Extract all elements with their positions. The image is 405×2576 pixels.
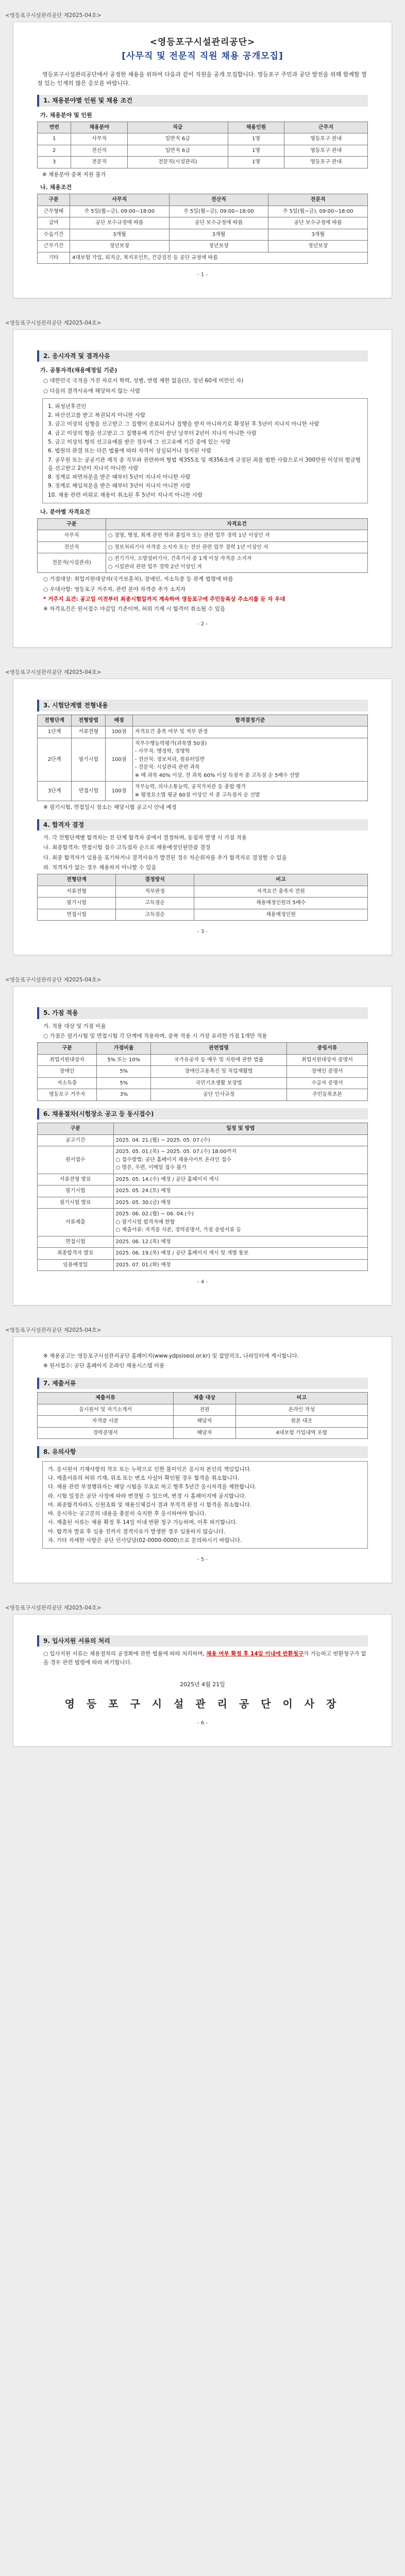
- table-row: [38, 157, 368, 168]
- table-row: [38, 782, 368, 801]
- table-row: [38, 1248, 368, 1260]
- table-cell: 주민등록초본: [286, 1089, 367, 1101]
- paragraph: 라. 적격자가 없는 경우 채용하지 아니할 수 있음: [43, 864, 157, 871]
- column-header: 자격요건: [106, 518, 367, 530]
- list-item: 5. 금고 이상의 형의 선고유예를 받은 경우에 그 선고유예 기간 중에 있는 사람: [48, 439, 231, 445]
- page-3: [0, 668, 405, 955]
- table-row: [38, 1416, 368, 1428]
- list-item: 라. 시험 일정은 공단 사정에 따라 변경될 수 있으며, 변경 시 홈페이지에 공지합니다.: [48, 1493, 246, 1499]
- paragraph: 가. 각 전형단계별 합격자는 전 단계 합격자 중에서 결정하며, 동점자 발생 시 가점 적용: [43, 835, 247, 841]
- paragraph: ※ 자격요건은 원서접수 마감일 기준이며, 허위 기재 시 합격이 취소될 수 있음: [43, 606, 226, 613]
- table-cell: 영등포구 거주자: [38, 1089, 97, 1101]
- table-cell: 주 5일(월~금), 09:00~18:00: [268, 206, 368, 217]
- table-row: [38, 1259, 368, 1271]
- table-cell: 주 5일(월~금), 09:00~18:00: [169, 206, 268, 217]
- list-item: 마. 최종합격자라도 신원조회 및 채용신체검사 결과 부적격 판정 시 합격을 취소합니다.: [48, 1501, 252, 1508]
- list-item: 2. 파산선고를 받고 복권되지 아니한 사람: [48, 412, 145, 419]
- page-header: <영등포구시설관리공단 제2025-04호>: [5, 1604, 102, 1611]
- table-row: [38, 1174, 368, 1185]
- column-header: 구분: [38, 1043, 97, 1055]
- table-cell: 적부판정: [116, 886, 194, 897]
- page-sheet: [13, 1614, 392, 1747]
- table-cell: 2025. 06. 12.(목) 예정: [113, 1236, 367, 1248]
- bonus-table: [37, 1042, 368, 1101]
- table-cell: 정년보장: [70, 241, 169, 252]
- table-cell: 국가유공자 등 예우 및 지원에 관한 법률: [151, 1054, 287, 1066]
- subsection-heading: 가. 채용분야 및 인원: [40, 111, 92, 118]
- table-cell: 전문직(시설관리): [38, 553, 106, 573]
- list-item: 다. 채용 관련 부정행위자는 해당 시험을 무효로 하고 향후 5년간 응시자격을 제한합니다.: [48, 1484, 257, 1490]
- column-header: 증빙서류: [286, 1043, 367, 1055]
- table-cell: 서류전형: [38, 886, 116, 897]
- paragraph-text: 가 가능하고 반환청구가 없을 경우 관련 법령에 따라 파기합니다.: [43, 1651, 366, 1666]
- table-row: [38, 1404, 368, 1416]
- page-number: - 5 -: [197, 1557, 208, 1563]
- paragraph: 다. 최종 합격자가 임용을 포기하거나 결격사유가 발견된 경우 차순위자를 추가 합격자로 결정할 수 있음: [43, 854, 287, 861]
- table-row: [38, 229, 368, 241]
- table-cell: 100점: [106, 782, 132, 801]
- column-header: 직급: [128, 122, 228, 133]
- table-row: [38, 530, 368, 542]
- decision-table: [37, 874, 368, 921]
- table-cell: 100점: [106, 738, 132, 782]
- table-row: [38, 1146, 368, 1174]
- recruit-table: [37, 122, 368, 168]
- table-cell: 자격증 사본: [38, 1416, 174, 1428]
- table-cell: 3단계: [38, 782, 72, 801]
- column-header: 가점비율: [97, 1043, 151, 1055]
- column-header: 연번: [38, 122, 71, 133]
- page-sheet: [13, 1336, 392, 1583]
- subsection-heading: 나. 분야별 자격요건: [40, 508, 90, 515]
- table-cell: 국민기초생활 보장법: [151, 1077, 287, 1089]
- section-heading: 7. 제출서류: [37, 1378, 368, 1389]
- column-header: 비고: [194, 874, 368, 886]
- table-cell: 5%: [97, 1066, 151, 1078]
- table-cell: 응시원서 및 자기소개서: [38, 1404, 174, 1416]
- table-header-row: [38, 194, 368, 206]
- paragraph: 나. 최종합격자: 면접시험 점수 고득점자 순으로 채용예정인원만큼 결정: [43, 844, 211, 851]
- column-header: 전형방법: [72, 715, 106, 726]
- table-header-row: [38, 518, 368, 530]
- table-row: [38, 886, 368, 897]
- table-row: [38, 1077, 368, 1089]
- table-row: [38, 897, 368, 909]
- table-cell: 취업지원대상자 증명서: [286, 1054, 367, 1066]
- table-cell: 2: [38, 145, 71, 157]
- table-cell: 해당자: [174, 1427, 236, 1439]
- page-header: <영등포구시설관리공단 제2025-04호>: [5, 12, 102, 19]
- table-cell: 3개월: [169, 229, 268, 241]
- column-header: 일정 및 방법: [113, 1123, 367, 1135]
- section-heading: 6. 채용절차(시험장소 공고 등 동시접수): [37, 1108, 368, 1120]
- issue-date: 2025년 4월 21일: [180, 1681, 225, 1688]
- disqualification-box: [42, 398, 368, 503]
- table-cell: 1명: [228, 145, 284, 157]
- section-heading: 9. 입사지원 서류의 처리: [37, 1635, 368, 1647]
- notice-box: [42, 1461, 368, 1549]
- section-heading: 2. 응시자격 및 결격사유: [37, 350, 368, 362]
- list-item: 10. 채용 관련 비위로 채용이 취소된 후 5년이 지나지 아니한 사람: [48, 492, 203, 498]
- table-row: [38, 541, 368, 553]
- table-cell: 급여: [38, 217, 70, 229]
- table-cell: 장애인: [38, 1066, 97, 1078]
- issuer-signature: 영 등 포 구 시 설 관 리 공 단 이 사 장: [64, 1698, 341, 1710]
- list-item: 자. 기타 자세한 사항은 공단 인사담당(02-0000-0000)으로 문의하시기 바랍니다.: [48, 1537, 242, 1544]
- list-item: 나. 제출서류의 허위 기재, 위조 또는 변조 사실이 확인될 경우 합격을 취소합니다.: [48, 1475, 240, 1481]
- table-cell: 일반직 6급: [128, 145, 228, 157]
- table-cell: 정년보장: [268, 241, 368, 252]
- column-header: 채용인원: [228, 122, 284, 133]
- table-cell: 전문직: [71, 157, 128, 168]
- table-cell: 3개월: [70, 229, 169, 241]
- qualification-table: [37, 518, 368, 573]
- subsection-heading: 나. 채용조건: [40, 183, 72, 191]
- section-heading: 5. 가점 적용: [37, 1007, 368, 1019]
- table-row: [38, 1427, 368, 1439]
- table-row: [38, 145, 368, 157]
- paragraph: ○ 다음의 결격사유에 해당하지 않는 사람: [43, 387, 141, 394]
- table-header-row: [38, 1123, 368, 1135]
- table-cell: 2025. 06. 02.(월) ~ 06. 04.(수) ○ 필기시험 합격자에 한함 ○ 제출서류: 자격증 사본, 경력증명서, 가점 증빙서류 등: [113, 1209, 367, 1236]
- column-header: 구분: [38, 194, 70, 206]
- table-cell: 전문직(시설관리): [128, 157, 228, 168]
- table-cell: 공고기간: [38, 1134, 114, 1146]
- table-cell: 근무형태: [38, 206, 70, 217]
- page-sheet: [13, 679, 392, 955]
- table-cell: 2025. 07. 01.(화) 예정: [113, 1259, 367, 1271]
- page-header: <영등포구시설관리공단 제2025-04호>: [5, 319, 102, 326]
- table-cell: 직무능력, 의사소통능력, 공직가치관 등 종합 평가 ※ 평정요소별 평균 60점 이상인 자 중 고득점자 순 선발: [132, 782, 367, 801]
- table-note: ※ 채용분야 중복 지원 불가: [42, 171, 106, 178]
- table-cell: 2025. 05. 24.(토) 예정: [113, 1185, 367, 1197]
- table-cell: ○ 경영, 행정, 회계 관련 학과 졸업자 또는 관련 업무 경력 1년 이상인 자: [106, 530, 367, 542]
- section-heading: 1. 채용분야별 인원 및 채용 조건: [37, 95, 368, 107]
- highlight-text: 채용 여부 확정 후 14일 이내에 반환청구: [206, 1651, 304, 1657]
- list-item: 9. 징계로 해임처분을 받은 때부터 3년이 지나지 아니한 사람: [48, 483, 191, 489]
- paragraph: ※ 원서접수: 공단 홈페이지 온라인 채용시스템 이용: [43, 1363, 165, 1369]
- table-cell: 사무직: [71, 133, 128, 145]
- page-4: [0, 976, 405, 1306]
- table-row: [38, 252, 368, 264]
- list-item: 바. 응시자는 공고문의 내용을 충분히 숙지한 후 응시하여야 합니다.: [48, 1511, 207, 1517]
- page-sheet: [13, 986, 392, 1306]
- section-heading: 4. 합격자 결정: [37, 819, 368, 831]
- table-row: [38, 1236, 368, 1248]
- table-row: [38, 553, 368, 573]
- table-cell: 서류전형 발표: [38, 1174, 114, 1185]
- table-row: [38, 1066, 368, 1078]
- table-row: [38, 217, 368, 229]
- paragraph: 가. 적용 대상 및 가점 비율: [43, 1023, 106, 1029]
- table-cell: 2025. 05. 30.(금) 예정: [113, 1197, 367, 1209]
- table-row: [38, 1197, 368, 1209]
- table-row: [38, 1185, 368, 1197]
- table-cell: 직무수행능력평가(과목별 50점) - 사무직: 행정학, 경영학 - 전산직: 정보처리, 컴퓨터일반 - 전문직: 시설관리 관련 과목 ※ 매 과목 40% 이상, 전 과목 60% 이상 득점자 중 고득점 순 5배수 선발: [132, 738, 367, 782]
- selection-table: [37, 715, 368, 802]
- table-cell: 최종합격자 발표: [38, 1248, 114, 1260]
- table-cell: 기타: [38, 252, 70, 264]
- table-cell: 5% 또는 10%: [97, 1054, 151, 1066]
- highlight-text: * 거주지 요건: 공고일 이전부터 최종시험일까지 계속하여 영등포구에 주민등록상 주소지를 둔 자 우대: [43, 596, 285, 602]
- table-cell: 서류제출: [38, 1209, 114, 1236]
- page-header: <영등포구시설관리공단 제2025-04호>: [5, 976, 102, 983]
- column-header: 결정방식: [116, 874, 194, 886]
- table-cell: 필기시험 발표: [38, 1197, 114, 1209]
- table-header-row: [38, 122, 368, 133]
- table-cell: 2025. 05. 14.(수) 예정 / 공단 홈페이지 게시: [113, 1174, 367, 1185]
- table-cell: 수급자 증명서: [286, 1077, 367, 1089]
- table-row: [38, 241, 368, 252]
- table-cell: 면접시험: [38, 909, 116, 921]
- table-cell: 장애인고용촉진 및 직업재활법: [151, 1066, 287, 1078]
- table-cell: 수습기간: [38, 229, 70, 241]
- column-header: 근무지: [284, 122, 368, 133]
- list-item: 1. 피성년후견인: [48, 403, 87, 410]
- table-cell: 100점: [106, 726, 132, 738]
- table-cell: 3%: [97, 1089, 151, 1101]
- table-cell: 주 5일(월~금), 09:00~18:00: [70, 206, 169, 217]
- table-cell: 공단 인사규정: [151, 1089, 287, 1101]
- section-heading: 8. 유의사항: [37, 1446, 368, 1458]
- column-header: 제출 대상: [174, 1393, 236, 1404]
- table-row: [38, 1089, 368, 1101]
- table-cell: 전산직: [71, 145, 128, 157]
- list-item: 6. 법원의 판결 또는 다른 법률에 따라 자격이 상실되거나 정지된 사람: [48, 448, 212, 454]
- table-cell: 전산직: [38, 541, 106, 553]
- paragraph: ○ 가점대상: 취업지원대상자(국가보훈처), 장애인, 저소득층 등 관계 법령에 따름: [43, 576, 233, 583]
- list-item: 사. 제출된 서류는 채용 확정 후 14일 이내 반환 청구 가능하며, 이후 파기합니다.: [48, 1519, 238, 1526]
- page-5: [0, 1326, 405, 1583]
- page-number: - 3 -: [197, 929, 208, 935]
- table-cell: 고득점순: [116, 909, 194, 921]
- page-number: - 6 -: [197, 1720, 208, 1726]
- table-cell: 원본 대조: [235, 1416, 367, 1428]
- document-title: <영등포구시설관리공단>: [149, 37, 256, 48]
- page-2: [0, 319, 405, 648]
- paragraph: ※ 채용공고는 영등포구시설관리공단 홈페이지(www.ydpsiseol.or.kr) 및 잡알리오, 나라일터에 게시합니다.: [43, 1353, 299, 1359]
- paragraph: [43, 1650, 368, 1667]
- table-cell: 1단계: [38, 726, 72, 738]
- column-header: 구분: [38, 1123, 114, 1135]
- list-item: 3. 금고 이상의 실형을 선고받고 그 집행이 종료되거나 집행을 받지 아니하기로 확정된 후 5년이 지나지 아니한 사람: [48, 421, 319, 428]
- table-header-row: [38, 874, 368, 886]
- table-cell: 채용예정인원: [194, 909, 368, 921]
- table-row: [38, 1054, 368, 1066]
- table-row: [38, 1134, 368, 1146]
- table-cell: 정년보장: [169, 241, 268, 252]
- section-heading: 3. 시험단계별 전형내용: [37, 700, 368, 711]
- table-cell: 필기시험: [38, 897, 116, 909]
- page-number: - 4 -: [197, 1279, 208, 1285]
- column-header: 전문직: [268, 194, 368, 206]
- schedule-table: [37, 1123, 368, 1271]
- paragraph: ※ 필기시험, 면접일시 장소는 해당시험 공고시 안내 예정: [43, 804, 177, 811]
- table-cell: 근무기간: [38, 241, 70, 252]
- table-cell: 영등포구 관내: [284, 133, 368, 145]
- table-row: [38, 726, 368, 738]
- column-header: 제출서류: [38, 1393, 174, 1404]
- column-header: 배점: [106, 715, 132, 726]
- table-cell: 자격요건 충족자 전원: [194, 886, 368, 897]
- paragraph: ○ 대한민국 국적을 가진 자로서 학력, 성별, 연령 제한 없음(단, 정년 60세 미만인 자): [43, 378, 244, 384]
- table-cell: 5%: [97, 1077, 151, 1089]
- table-cell: 3: [38, 157, 71, 168]
- document-subtitle: [사무직 및 전문직 직원 채용 공개모집]: [122, 50, 283, 61]
- table-cell: 해당자: [174, 1416, 236, 1428]
- table-cell: 4대보험 가입, 퇴직금, 복지포인트, 건강검진 등 공단 규정에 따름: [70, 252, 367, 264]
- paragraph: ○ 가점은 필기시험 및 면접시험 각 단계에 적용하며, 중복 적용 시 가장 유리한 가점 1개만 적용: [43, 1032, 267, 1039]
- table-row: [38, 738, 368, 782]
- table-header-row: [38, 1393, 368, 1404]
- table-cell: 공단 보수규정에 따름: [169, 217, 268, 229]
- table-cell: 2025. 06. 19.(목) 예정 / 공단 홈페이지 게시 및 개별 통보: [113, 1248, 367, 1260]
- table-cell: 2025. 05. 01.(목) ~ 2025. 05. 07.(수) 18:00까지 ○ 접수방법: 공단 홈페이지 채용사이트 온라인 접수 ○ 방문, 우편, 이메일 접수 불가: [113, 1146, 367, 1174]
- table-cell: 영등포구 관내: [284, 157, 368, 168]
- column-header: 사무직: [70, 194, 169, 206]
- table-cell: 공단 보수규정에 따름: [70, 217, 169, 229]
- table-header-row: [38, 1043, 368, 1055]
- table-cell: 4대보험 가입내역 포함: [235, 1427, 367, 1439]
- table-cell: 면접시험: [38, 1236, 114, 1248]
- paragraph-text: ○ 입사지원 서류는 채용절차의 공정화에 관한 법률에 따라 처리하며,: [43, 1651, 207, 1657]
- table-cell: 2단계: [38, 738, 72, 782]
- table-cell: 경력증명서: [38, 1427, 174, 1439]
- column-header: 전형단계: [38, 874, 116, 886]
- page-1: [0, 11, 405, 298]
- table-cell: 임용예정일: [38, 1259, 114, 1271]
- table-row: [38, 133, 368, 145]
- table-cell: 저소득층: [38, 1077, 97, 1089]
- page-header: <영등포구시설관리공단 제2025-04호>: [5, 669, 102, 675]
- table-cell: 온라인 작성: [235, 1404, 367, 1416]
- table-row: [38, 1209, 368, 1236]
- table-cell: 자격요건 충족 여부 및 적부 판정: [132, 726, 367, 738]
- column-header: 전형단계: [38, 715, 72, 726]
- table-cell: 영등포구 관내: [284, 145, 368, 157]
- table-cell: ○ 전기기사, 소방설비기사, 건축기사 중 1개 이상 자격증 소지자 ○ 시설관리 관련 업무 경력 2년 이상인 자: [106, 553, 367, 573]
- list-item: 가. 응시원서 기재사항의 착오 또는 누락으로 인한 불이익은 응시자 본인의 책임입니다.: [48, 1466, 252, 1472]
- table-cell: 1명: [228, 133, 284, 145]
- table-cell: 필기시험: [38, 1185, 114, 1197]
- table-header-row: [38, 715, 368, 726]
- paragraph: ○ 우대사항: 영등포구 거주자, 관련 분야 자격증 추가 소지자: [43, 586, 186, 592]
- column-header: 비고: [235, 1393, 367, 1404]
- list-item: 7. 공무원 또는 공공기관 재직 중 직무와 관련하여 형법 제355조 및 제356조에 규정된 죄를 범한 사람으로서 300만원 이상의 벌금형을 선고받고 2년이 지나지 아니한 사람: [48, 456, 361, 471]
- table-cell: 일반직 6급: [128, 133, 228, 145]
- table-cell: 고득점순: [116, 897, 194, 909]
- column-header: 전산직: [169, 194, 268, 206]
- table-cell: 1명: [228, 157, 284, 168]
- table-cell: 서류전형: [72, 726, 106, 738]
- page-sheet: [13, 22, 392, 298]
- table-cell: 사무직: [38, 530, 106, 542]
- table-cell: ○ 정보처리기사 자격증 소지자 또는 전산 관련 업무 경력 1년 이상인 자: [106, 541, 367, 553]
- table-cell: 원서접수: [38, 1146, 114, 1174]
- column-header: 관련법령: [151, 1043, 287, 1055]
- page-header: <영등포구시설관리공단 제2025-04호>: [5, 1327, 102, 1333]
- table-cell: 공단 보수규정에 따름: [268, 217, 368, 229]
- table-cell: 전원: [174, 1404, 236, 1416]
- column-header: 구분: [38, 518, 106, 530]
- table-cell: 3개월: [268, 229, 368, 241]
- table-cell: 필기시험: [72, 738, 106, 782]
- page-sheet: [13, 329, 392, 648]
- conditions-table: [37, 194, 368, 264]
- table-row: [38, 206, 368, 217]
- table-cell: 취업지원대상자: [38, 1054, 97, 1066]
- column-header: 합격결정기준: [132, 715, 367, 726]
- table-cell: 장애인 증명서: [286, 1066, 367, 1078]
- documents-table: [37, 1392, 368, 1439]
- page-6: [0, 1604, 405, 1747]
- table-row: [38, 909, 368, 921]
- list-item: 8. 징계로 파면처분을 받은 때부터 5년이 지나지 아니한 사람: [48, 474, 191, 481]
- table-cell: 면접시험: [72, 782, 106, 801]
- list-item: 아. 합격자 발표 후 임용 전까지 결격사유가 발생한 경우 임용하지 않습니다.: [48, 1528, 226, 1535]
- table-cell: 1: [38, 133, 71, 145]
- column-header: 채용분야: [71, 122, 128, 133]
- list-item: 4. 금고 이상의 형을 선고받고 그 집행유예 기간이 끝난 날부터 2년이 지나지 아니한 사람: [48, 430, 257, 436]
- subsection-heading: 가. 공통자격(채용예정일 기준): [40, 367, 117, 374]
- table-cell: 채용예정인원의 5배수: [194, 897, 368, 909]
- intro-text: 영등포구시설관리공단에서 공정한 채용을 위하여 다음과 같이 직원을 공개 모집합니다. 영등포구 주민과 공단 발전을 위해 함께할 열정 있는 인재의 많은 응모를 바랍니다.: [37, 71, 367, 87]
- page-number: - 2 -: [197, 621, 208, 628]
- table-cell: 2025. 04. 21.(월) ~ 2025. 05. 07.(수): [113, 1134, 367, 1146]
- page-number: - 1 -: [197, 272, 208, 278]
